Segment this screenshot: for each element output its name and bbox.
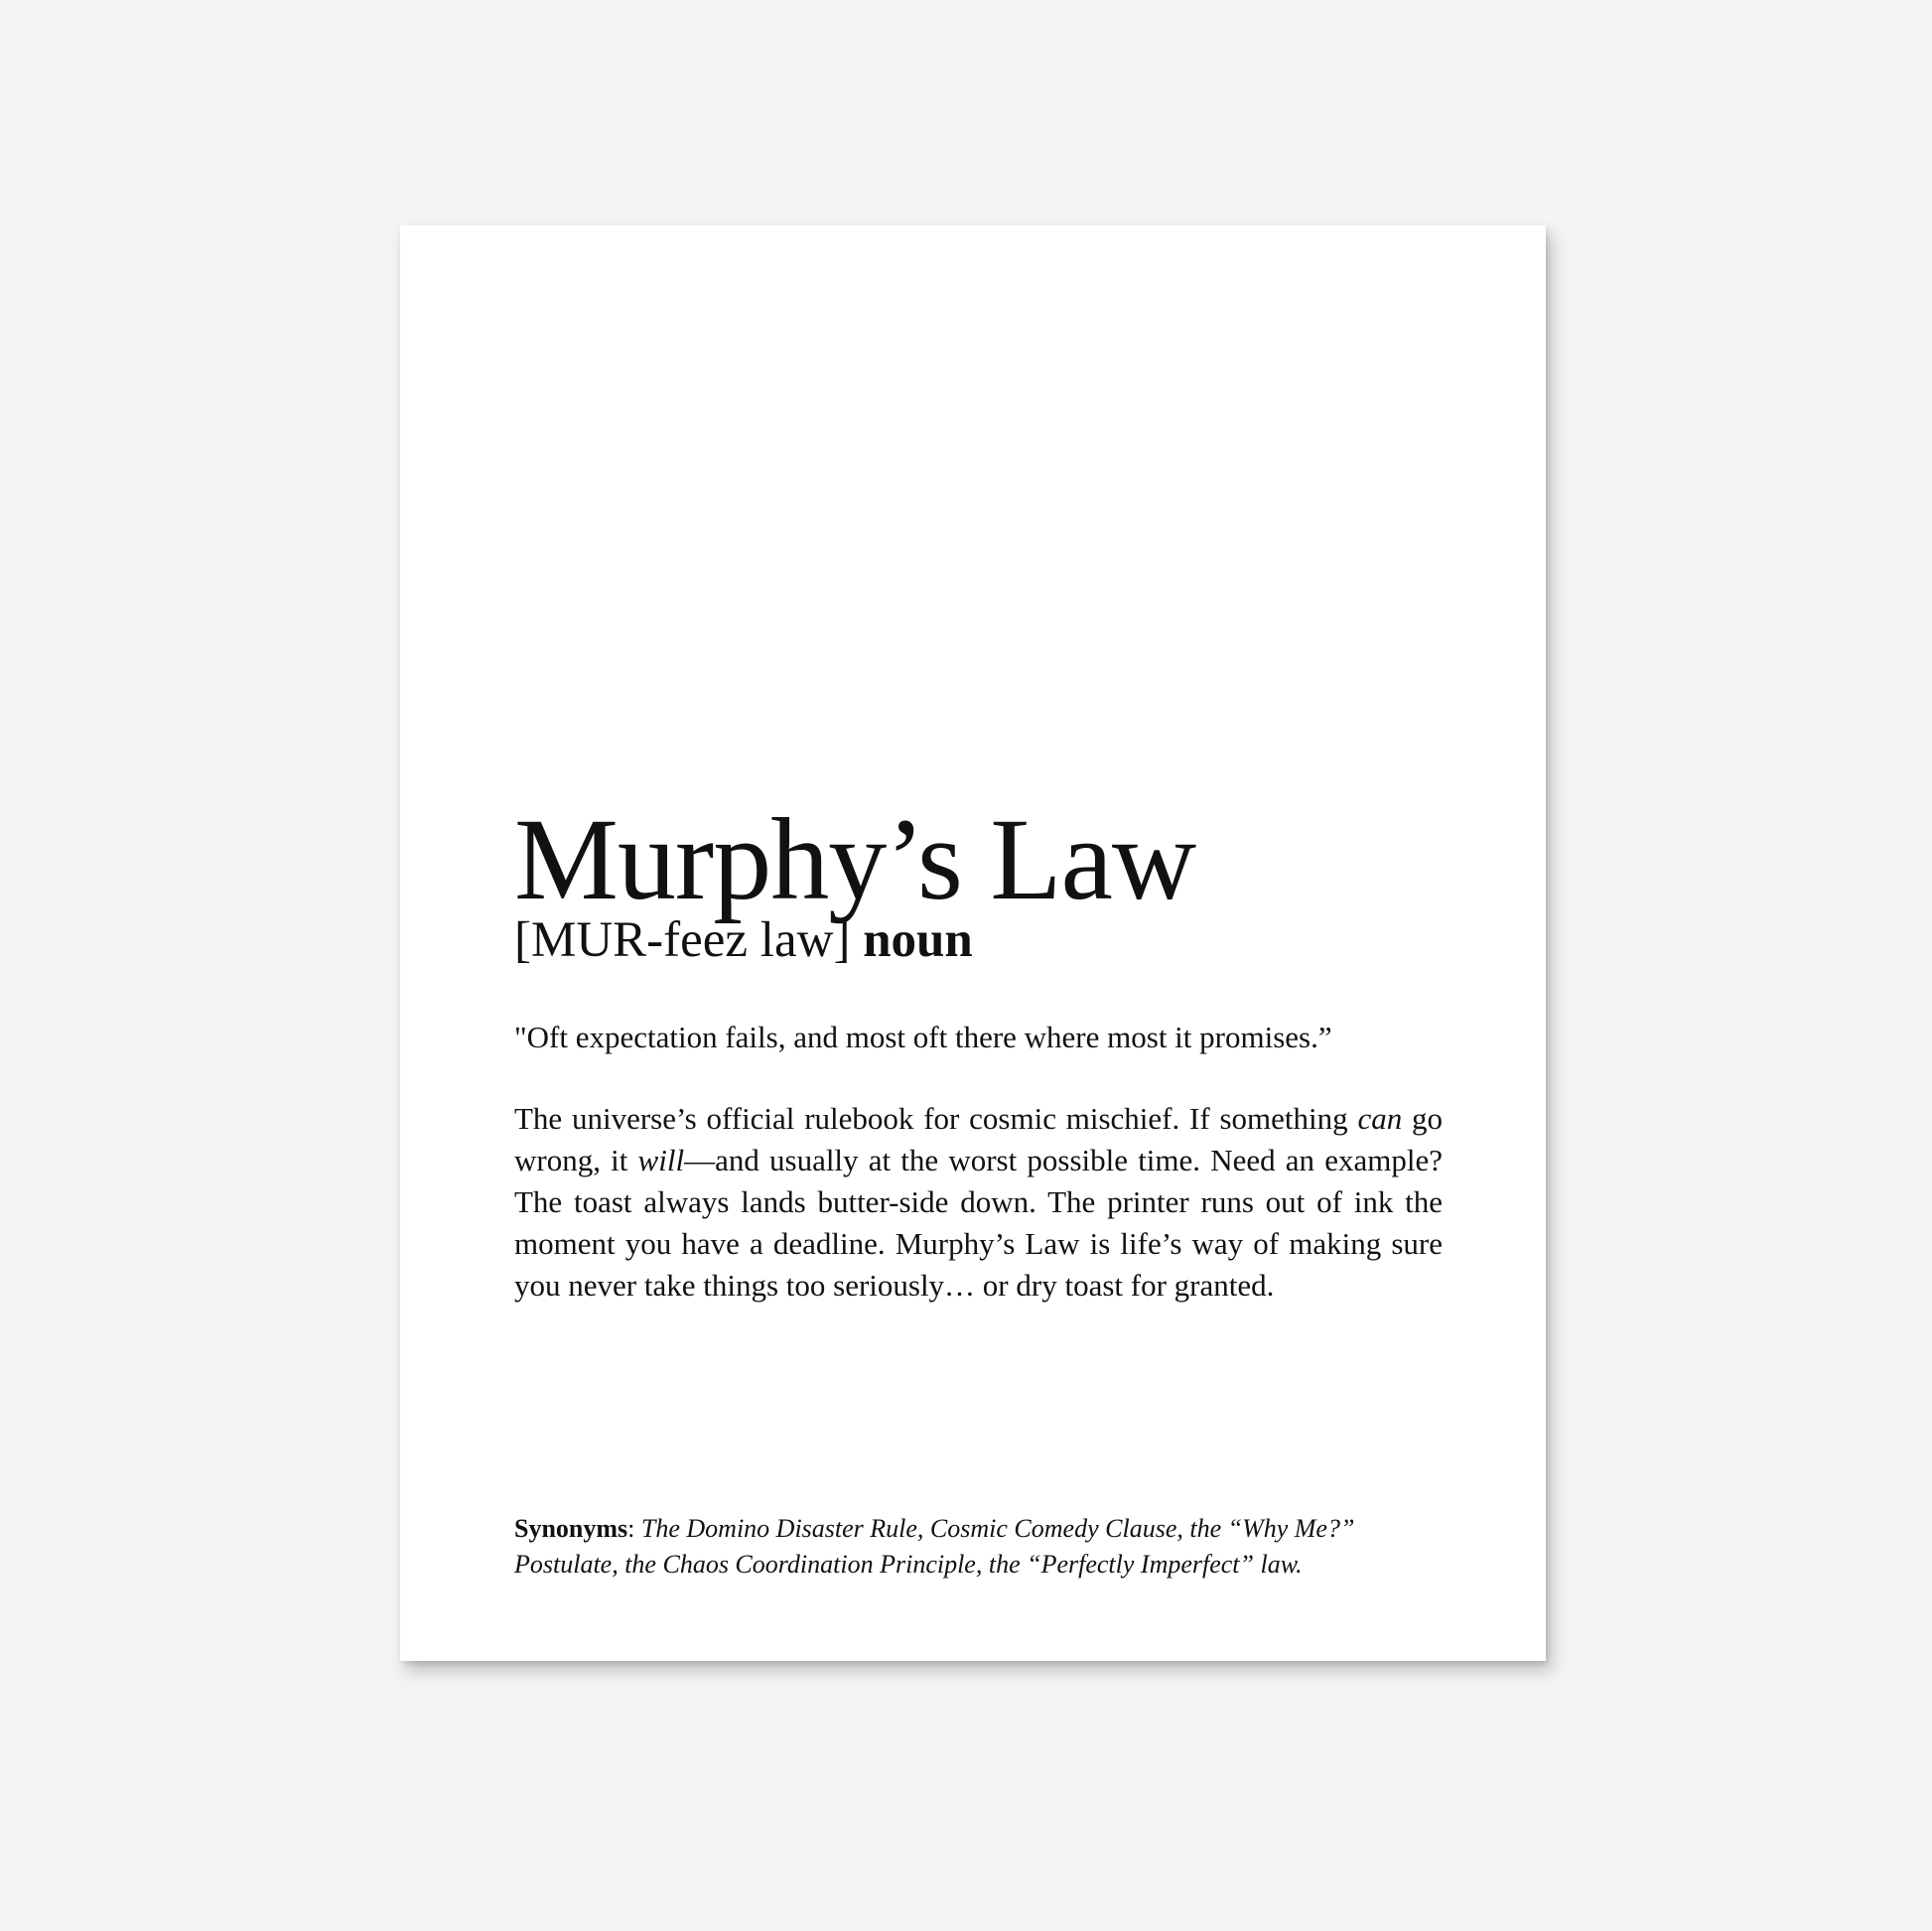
synonyms-block xyxy=(514,1511,1443,1583)
entry-definition xyxy=(514,1098,1443,1307)
definition-emphasis-will: will xyxy=(637,1143,685,1178)
entry-block xyxy=(514,794,1444,1307)
entry-quote: "Oft expectation fails, and most oft there where most it promises.” xyxy=(514,1020,1332,1054)
synonyms-label: Synonyms xyxy=(514,1514,628,1543)
synonyms-separator: : xyxy=(627,1514,641,1543)
pronunciation: [MUR-feez law] xyxy=(514,912,851,968)
part-of-speech: noun xyxy=(863,912,973,968)
definition-text-2: go wrong, it xyxy=(514,1101,1443,1178)
definition-text-1: The universe’s official rulebook for cosmic mischief. If something xyxy=(514,1101,1358,1137)
definition-print xyxy=(400,225,1546,1661)
synonyms-list: The Domino Disaster Rule, Cosmic Comedy Clause, the “Why Me?” Postulate, the Chaos Coordination Principle, the “Perfectly Imperfect” law. xyxy=(514,1514,1355,1579)
definition-text-3: —and usually at the worst possible time. Need an example? The toast always lands butter-side down. The printer runs out of ink the moment you have a deadline. Murphy’s Law is life’s way of making sure you never take things too seriously… or dry toast for granted. xyxy=(514,1143,1444,1304)
definition-emphasis-can: can xyxy=(1357,1101,1403,1137)
entry-term: Murphy’s Law xyxy=(514,794,1196,924)
